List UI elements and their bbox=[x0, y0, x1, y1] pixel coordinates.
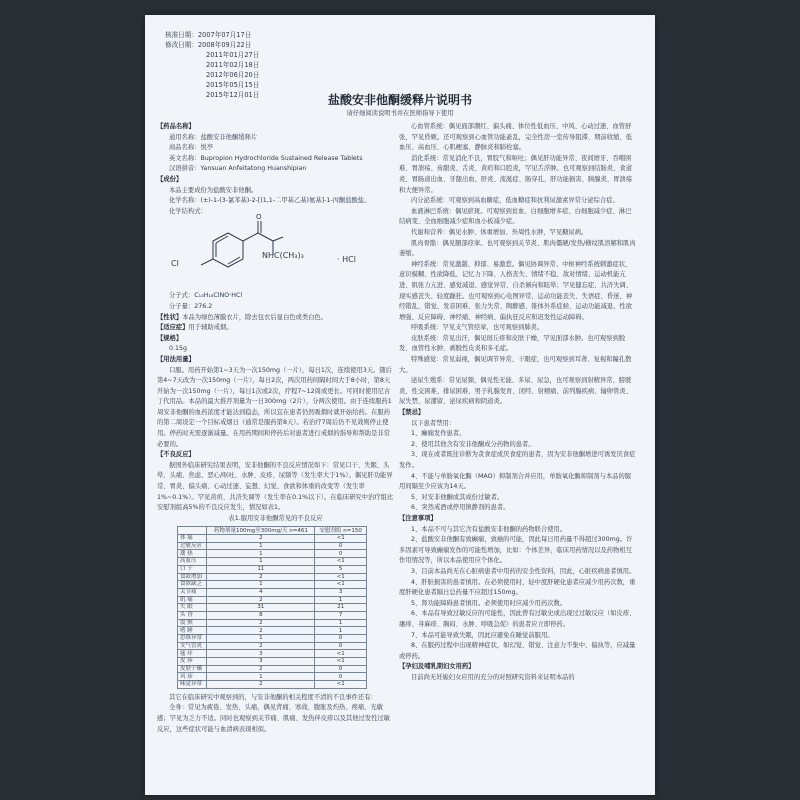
molecular-weight: 分子量：276.2 bbox=[169, 302, 213, 310]
placebo-group-cell: <1 bbox=[315, 581, 367, 589]
event-name-cell: 高血压 bbox=[178, 558, 207, 566]
event-name-cell: 皮肤干燥 bbox=[178, 665, 207, 673]
table-row bbox=[178, 673, 367, 681]
section-heading-character: 【性状】 bbox=[157, 313, 183, 321]
modified-date: 2011年01月27日 bbox=[206, 51, 260, 59]
approval-date: 核准日期：2007年07月17日 bbox=[165, 31, 252, 39]
drug-group-cell: 2 bbox=[207, 573, 315, 581]
svg-text:O: O bbox=[256, 213, 262, 222]
section-heading-caution: 【注意事项】 bbox=[399, 514, 437, 522]
drug-group-cell: 1 bbox=[207, 558, 315, 566]
caution-item: 6、本品有导致过敏反应的可能性，因此曾有过敏史或出现过过敏反应（如皮疹、瘙痒、荨麻疹、胸闷、水肿、呼吸急促）的患者应立即停药。 bbox=[399, 610, 636, 628]
modified-date: 2008年09月22日 bbox=[197, 41, 252, 49]
english-name: 英文名称：Bupropion Hydrochloride Sustained Release Tablets bbox=[169, 154, 363, 162]
placebo-group-cell: 0 bbox=[315, 550, 367, 558]
table-row bbox=[178, 604, 367, 612]
caution-item: 8、在服药过程中出现精神症状，如幻觉、错觉、注意力不集中、偏执等，应减量或停药。 bbox=[399, 642, 636, 660]
structure-drawing bbox=[183, 213, 333, 285]
drug-group-cell: 2 bbox=[207, 535, 315, 543]
common-name: 通用名称：盐酸安非他酮缓释片 bbox=[169, 133, 258, 141]
right-column bbox=[399, 122, 636, 683]
event-name-cell: 潮 热 bbox=[178, 550, 207, 558]
section-heading-usage: 【用法用量】 bbox=[157, 355, 195, 363]
contra-item: 1、癫痫发作患者。 bbox=[411, 430, 466, 438]
drug-group-cell: 1 bbox=[207, 581, 315, 589]
contra-item: 2、使用其他含有安非他酮成分药物的患者。 bbox=[411, 440, 535, 448]
event-name-cell: 震 颤 bbox=[178, 619, 207, 627]
adverse-nervous: 神经系统：常见激越、抑郁、易激惹。偶见协调异常、中枢神经系统刺激症状、意识模糊、性欲降低、记忆力下降、人格丧失、情绪不稳、敌对情绪、运动机能亢进、肌张力亢进、感觉减退、感觉异常、自杀倾向和眩晕；罕见健忘症、共济失调、现实感丧失、轻度躁狂。也可观察到心电图异常、运动功能丧失、失语症、昏迷、神经错乱、错觉、发音困难、张力失常、陶醉感、锥体外系症候、运动功能减退、性欲增强、反应障碍、神经痛、神经病、偏执狂反应和迟发性运动障碍。 bbox=[399, 260, 632, 321]
modified-date: 2015年05月15日 bbox=[206, 81, 260, 89]
placebo-group-cell: 0 bbox=[315, 673, 367, 681]
hydrochloride-label: · HCl bbox=[337, 255, 356, 265]
placebo-group-cell: 21 bbox=[315, 604, 367, 612]
modified-date: 2012年06月20日 bbox=[206, 71, 260, 79]
leaflet-page bbox=[145, 15, 655, 795]
chloro-group: Cl bbox=[171, 259, 179, 269]
adverse-musculo: 肌肉骨骼：偶见腿部痉挛。也可观察到关节炎、肌肉僵硬/发热/横纹肌溶解和肌肉萎缩。 bbox=[399, 239, 636, 258]
table-row bbox=[178, 550, 367, 558]
table-row bbox=[178, 635, 367, 643]
adverse-endocrine: 内分泌系统：可观察到高血糖症，低血糖症和抗利尿激素异常分泌综合症。 bbox=[411, 197, 619, 205]
character-row bbox=[157, 313, 394, 324]
event-name-cell: 食欲增加 bbox=[178, 573, 207, 581]
adverse-blood: 血液淋巴系统：偶见瘀斑。可观察到贫血、白细胞增多症、白细胞减少症、淋巴结病变、全血细胞减少症和血小板减少症。 bbox=[399, 207, 632, 226]
event-name-cell: 嗜 睡 bbox=[178, 627, 207, 635]
section-heading-spec: 【规格】 bbox=[157, 334, 183, 342]
event-name-cell: 皮 疹 bbox=[178, 658, 207, 666]
contra-item: 4、不能与单胺氧化酶（MAO）抑制剂合并应用，单胺氧化酶抑制剂与本品的服用间隔至少应该为14天。 bbox=[399, 472, 632, 491]
event-name-cell: 风 疹 bbox=[178, 673, 207, 681]
adverse-intro: 据国外临床研究结果表明，安非他酮的不良反应情况如下：常见口干、失眠、头晕、头痛、焦虑、恶心/呕吐、水肿、皮疹、尿频等（发生率大于1%）。偶见肝功能异常、胃炎、偏头痛、心动过速、妄想、幻觉、食欲和体重的改变等（发生率1%~0.1%）。罕见黄疸、共济失调等（发生率在0.1%以下）。在临床研究中治疗组比安慰剂组高5%的不良反应发生，情况如表1。 bbox=[157, 461, 394, 512]
table-row bbox=[178, 573, 367, 581]
table-caption: 表1.服用安非他酮常见的不良反应 bbox=[228, 514, 323, 522]
adverse-after-table: 其它在临床研究中观察到的，与安非他酮的相关程度不清的不良事件还有： bbox=[169, 693, 377, 701]
event-name-cell: 口 干 bbox=[178, 565, 207, 573]
placebo-group-cell: 1 bbox=[315, 619, 367, 627]
drug-group-cell: 1 bbox=[207, 542, 315, 550]
placebo-group-cell: 5 bbox=[315, 565, 367, 573]
section-heading-contra: 【禁忌】 bbox=[399, 409, 425, 417]
event-name-cell: 瘙 痒 bbox=[178, 650, 207, 658]
event-name-cell: 失 眠 bbox=[178, 604, 207, 612]
table-row bbox=[178, 658, 367, 666]
table-row bbox=[178, 611, 367, 619]
modified-date: 2015年12月01日 bbox=[206, 91, 260, 99]
caution-item: 7、本品可能导致失眠，因此应避免在睡觉前服用。 bbox=[411, 631, 554, 639]
character-text: 本品为绿色薄膜衣片，除去包衣后显白色或类白色。 bbox=[182, 313, 328, 321]
pregnancy-text: 目前尚无妊娠妇女应用的充分的对照研究资料来证明本品的 bbox=[411, 673, 575, 681]
event-name-cell: 食欲缺乏 bbox=[178, 581, 207, 589]
adverse-digestive: 消化系统：常见消化不良，胃脘气和呕吐；偶见肝功能异常、夜间磨牙、吞咽困难、胃溃疡、齿龈炎、舌炎、黄疸和口腔炎，罕见舌浮肿。也可观察到结肠炎、食道炎、胃肠道出血、牙龈出血、肝炎、流涎症、肠穿孔、肝功能损害、胰腺炎、胃溃疡和大便异常。 bbox=[399, 154, 632, 194]
placebo-group-cell: 1 bbox=[315, 627, 367, 635]
event-name-cell: 味觉异常 bbox=[178, 681, 207, 689]
contra-intro: 以下患者禁用： bbox=[411, 419, 456, 427]
event-name-cell: 头 昏 bbox=[178, 611, 207, 619]
section-heading-indication: 【适应症】 bbox=[157, 324, 189, 332]
table-header-cell bbox=[178, 527, 207, 535]
left-column bbox=[157, 122, 394, 735]
placebo-group-cell: 0 bbox=[315, 542, 367, 550]
event-name-cell: 思维异常 bbox=[178, 635, 207, 643]
adverse-cardio: 心血管系统：偶见面部潮红、偏头痛、体位性低血压、中风、心动过速、血管舒张，罕见昏厥。还可观察到心血管功能紊乱，完全性房一室传导阻滞、期前收缩、低血压、高血压、心肌梗塞、静脉炎和肺栓塞。 bbox=[399, 123, 632, 152]
drug-group-cell: 1 bbox=[207, 673, 315, 681]
placebo-group-cell: <1 bbox=[315, 650, 367, 658]
drug-group-cell: 2 bbox=[207, 596, 315, 604]
drug-group-cell: 2 bbox=[207, 619, 315, 627]
drug-group-cell: 11 bbox=[207, 565, 315, 573]
table-row bbox=[178, 681, 367, 689]
table-row bbox=[178, 650, 367, 658]
indication-row bbox=[157, 323, 394, 334]
drug-group-cell: 2 bbox=[207, 642, 315, 650]
table-row bbox=[178, 565, 367, 573]
drug-group-cell: 2 bbox=[207, 681, 315, 689]
document-subtitle: 请仔细阅读说明书并在医师指导下使用 bbox=[346, 110, 454, 117]
drug-group-cell: 3 bbox=[207, 658, 315, 666]
adverse-respiratory: 呼吸系统：罕见支气管痉挛，也可观察到肺炎。 bbox=[411, 324, 544, 332]
main-ingredient: 本品主要成份为盐酸安非他酮。 bbox=[169, 186, 258, 194]
event-name-cell: 肌 痛 bbox=[178, 596, 207, 604]
contra-item: 3、现在或者既往诊断为贪食症或厌食症的患者，因为安非他酮增进可诱发厌食症发作。 bbox=[399, 451, 636, 469]
caution-item: 5、肾功能障碍患者慎用。必须使用时应减少用药次数。 bbox=[411, 599, 567, 607]
placebo-group-cell: <1 bbox=[315, 681, 367, 689]
drug-group-cell: 2 bbox=[207, 665, 315, 673]
drug-group-cell: 1 bbox=[207, 635, 315, 643]
amine-group: NHC(CH₃)₃ bbox=[262, 251, 304, 261]
table-row bbox=[178, 596, 367, 604]
adverse-senses: 特殊感觉：常见弱视，偶见调节异常、干眼症，也可观察到耳聋、复视和瞳孔散大。 bbox=[399, 356, 632, 374]
adverse-skin: 皮肤系统：常见出汗，偶见斑丘疹和皮肤干燥，罕见面部水肿。也可观察到脱发、血管性水肿、剥脱性皮炎和多毛症。 bbox=[399, 334, 626, 353]
placebo-group-cell: <1 bbox=[315, 658, 367, 666]
drug-group-cell: 8 bbox=[207, 611, 315, 619]
event-name-cell: 支气管炎 bbox=[178, 642, 207, 650]
usage-text: 口服。用药开始第1~3天为一次150mg（一片），每日1次，连续使用3天。随后第4~7天改为一次150mg（一片），每日2次，两次用药间隔时间大于8小时，第8天开始为一次150mg（一片），每日1次或2次，疗程7~12周或更长。可同时使用尼古丁代用品。本品的最大推荐剂量为一日300mg（2片），分两次使用。由于连续服药1周安非他酮的血药浓度才能达到稳态，所以宜在患者仍然吸烟时就开始给药。在服药的第二周设定一个目标戒烟日（通常是服药第8天）。若治疗7周后仍不见效则停止使用。停药时无需逐渐减量。在用药期间和停药后对患者进行戒烟的指导和帮助是非常必要的。 bbox=[157, 366, 392, 448]
drug-group-cell: 4 bbox=[207, 588, 315, 596]
adverse-systemic: 全身：常见为疲倦、发热、头痛，偶见背痛、寒战、腹胀及灼热、疼痛、光敏感；罕见为乏力不适。同时也观察到关节痛、肌痛、发热伴皮疹以及其他过发性过敏反应，这些症状可能与血清病表现相似。 bbox=[157, 704, 390, 733]
chemical-name: 化学名称：(±)-1-(3-氯苯基)-2-[(1,1-二甲基乙基)氨基]-1-丙酮盐酸盐。 bbox=[169, 197, 371, 205]
spec-text: 0.15g bbox=[169, 345, 188, 353]
spec-row bbox=[157, 334, 394, 345]
indication-text: 用于辅助戒烟。 bbox=[188, 324, 233, 332]
event-name-cell: 关节痛 bbox=[178, 588, 207, 596]
drug-group-cell: 2 bbox=[207, 627, 315, 635]
table-row bbox=[178, 588, 367, 596]
placebo-group-cell: <1 bbox=[315, 535, 367, 543]
placebo-group-cell: <1 bbox=[315, 573, 367, 581]
pinyin-name: 汉语拼音：Yansuan Anfeitatong Huanshipian bbox=[169, 165, 307, 173]
modified-label: 修改日期： bbox=[165, 41, 198, 49]
drug-group-cell: 1 bbox=[207, 550, 315, 558]
placebo-group-cell: 7 bbox=[315, 611, 367, 619]
caution-item: 3、目前本品尚无在心脏病患者中用药的安全性资料，因此，心脏疾病患者慎用。 bbox=[411, 567, 636, 575]
drug-group-cell: 31 bbox=[207, 604, 315, 612]
trade-name: 商品名称：悦亭 bbox=[169, 144, 214, 152]
placebo-group-cell: 0 bbox=[315, 665, 367, 673]
section-heading-pregnancy: 【孕妇及哺乳期妇女用药】 bbox=[399, 663, 475, 671]
table-row bbox=[178, 581, 367, 589]
table-row bbox=[178, 558, 367, 566]
placebo-group-cell: 1 bbox=[315, 596, 367, 604]
table-header-cell: 安慰剂组 n=150 bbox=[315, 527, 367, 535]
placebo-group-cell: 0 bbox=[315, 642, 367, 650]
table-body bbox=[178, 535, 367, 689]
contra-item: 5、对安非他酮或其成份过敏者。 bbox=[411, 493, 504, 501]
section-heading-name: 【药品名称】 bbox=[157, 123, 195, 130]
adverse-events-table bbox=[177, 526, 367, 688]
placebo-group-cell: 3 bbox=[315, 588, 367, 596]
adverse-urogenital: 泌尿生殖系：常见尿频，偶见性无能、多尿、尿急，也可观察到射精异常、膀胱炎、性交困难、排尿困难、男子乳腺发育、闭经、射精痛、前列腺疾病、输卵管炎、尿失禁、尿潴留、泌尿疾病和阴道炎。 bbox=[399, 377, 632, 406]
table-row bbox=[178, 542, 367, 550]
event-name-cell: 过敏反应 bbox=[178, 542, 207, 550]
chemical-structure bbox=[157, 213, 394, 287]
event-name-cell: 体 痛 bbox=[178, 535, 207, 543]
caution-item: 1、本品不可与其它含有盐酸安非他酮的药物联合使用。 bbox=[411, 525, 567, 533]
table-row bbox=[178, 627, 367, 635]
drug-group-cell: 3 bbox=[207, 650, 315, 658]
document-title: 盐酸安非他酮缓释片说明书 bbox=[327, 93, 472, 107]
caution-item: 2、盐酸安非他酮有致癫痫，致癌的可能，因此每日用药量不得超过300mg。许多因素可导致癫痫发作的可能性增加，比如：个体差异，临床用药情况以及药物相互作用情况等，所以本品使用应个体化。 bbox=[399, 536, 633, 565]
contra-item: 6、突然戒酒或停用镇静剂的患者。 bbox=[411, 504, 510, 512]
section-heading-adverse: 【不良反应】 bbox=[157, 451, 195, 459]
table-row bbox=[178, 642, 367, 650]
table-row bbox=[178, 535, 367, 543]
revision-dates bbox=[165, 30, 259, 100]
placebo-group-cell: 0 bbox=[315, 635, 367, 643]
adverse-metabolic: 代谢和营养：偶见水肿、体重增加、外周性水肿，罕见糖尿病。 bbox=[411, 228, 588, 236]
section-heading-ingredients: 【成份】 bbox=[157, 175, 183, 183]
molecular-formula: 分子式：C₁₃H₁₈ClNO·HCl bbox=[169, 292, 243, 300]
table-row bbox=[178, 665, 367, 673]
table-header-row bbox=[178, 527, 367, 535]
caution-item: 4、肝脏损害的患者慎用。在必须使用时，轻中度肝硬化患者应减少用药次数，重度肝硬化患者隔日总药量不应超过150mg。 bbox=[399, 578, 636, 597]
table-header-cell: 药物剂量100mg至300mg/天 n=461 bbox=[207, 527, 315, 535]
placebo-group-cell: <1 bbox=[315, 558, 367, 566]
table-row bbox=[178, 619, 367, 627]
structure-label: 化学结构式： bbox=[169, 207, 207, 215]
modified-date: 2011年02月18日 bbox=[206, 61, 260, 69]
